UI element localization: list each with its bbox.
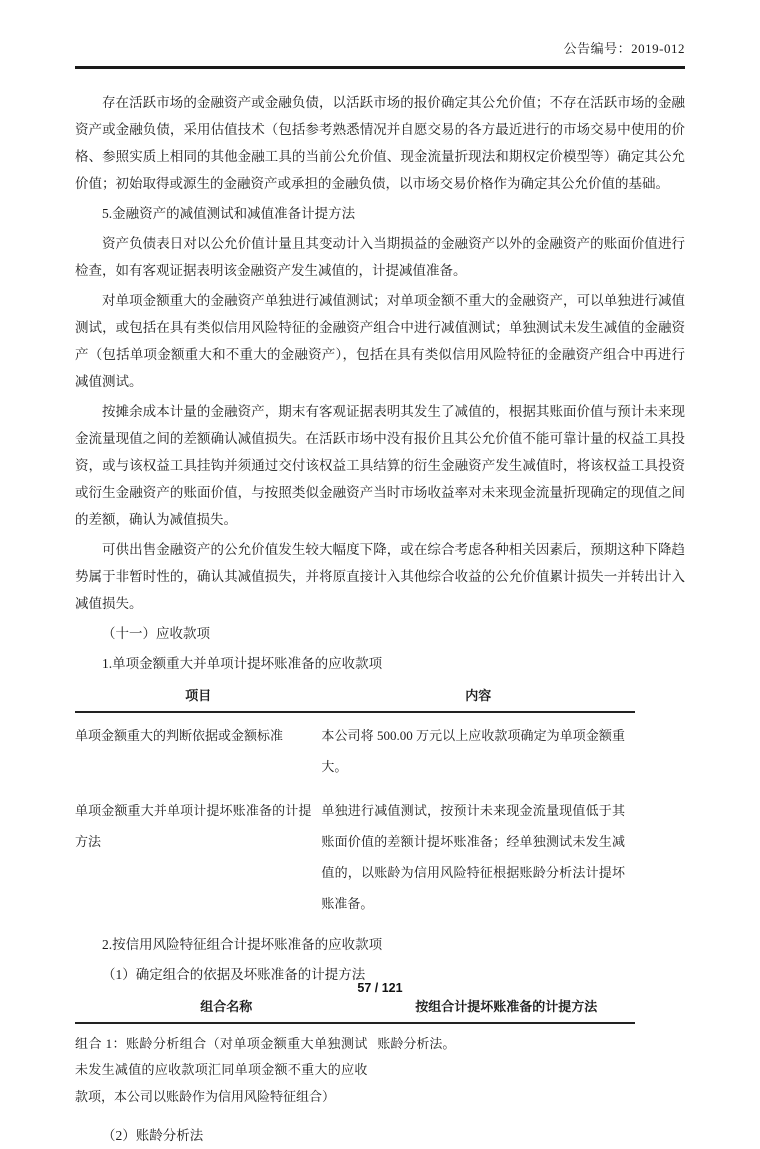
header-rule: [75, 66, 685, 69]
cell-group-method: 账龄分析法。: [377, 1035, 456, 1051]
heading-impairment: 5.金融资产的减值测试和减值准备计提方法: [102, 205, 356, 221]
table-row: [75, 712, 635, 788]
column-header-content: 内容: [321, 681, 635, 712]
table-individually-significant: [75, 681, 635, 925]
table-row: [75, 1023, 635, 1117]
heading-receivables-2-2: （2）账龄分析法: [102, 1128, 204, 1143]
page-number: 57 / 121: [357, 981, 403, 995]
paragraph-amortized-cost: 按摊余成本计量的金融资产，期末有客观证据表明其发生了减值的，根据其账面价值与预计未来现金流量现值之间的差额确认减值损失。在活跃市场中没有报价且其公允价值不能可靠计量的权益工具投资，或与该权益工具挂钩并须通过交付该权益工具结算的衍生金融资产发生减值时，将该权益工具投资或衍生金融资产的账面价值，与按照类似金融资产当时市场收益率对未来现金流量折现确定的现值之间的差额，确认为减值损失。: [75, 403, 685, 527]
table-row: [75, 788, 635, 925]
cell-criteria-value: 本公司将 500.00 万元以上应收款项确定为单项金额重大。: [321, 727, 625, 774]
table-header-row: [75, 992, 635, 1023]
paragraph-fair-value: 存在活跃市场的金融资产或金融负债，以活跃市场的报价确定其公允价值；不存在活跃市场的金融资产或金融负债，采用估值技术（包括参考熟悉情况并自愿交易的各方最近进行的市场交易中使用的价格、参照实质上相同的其他金融工具的当前公允价值、现金流量折现法和期权定价模型等）确定其公允价值；初始取得或源生的金融资产或承担的金融负债，以市场交易价格作为确定其公允价值的基础。: [75, 94, 685, 191]
cell-group-name: 组合 1：账龄分析组合（对单项金额重大单独测试未发生减值的应收款项汇同单项金额不重大的应收款项，本公司以账龄作为信用风险特征组合）: [75, 1035, 368, 1104]
announcement-number: 公告编号：2019-012: [563, 41, 685, 56]
table-header-row: [75, 681, 635, 712]
heading-receivables-1: 1.单项金额重大并单项计提坏账准备的应收款项: [102, 655, 383, 671]
paragraph-available-for-sale: 可供出售金融资产的公允价值发生较大幅度下降，或在综合考虑各种相关因素后，预期这种下降趋势属于非暂时性的，确认其减值损失，并将原直接计入其他综合收益的公允价值累计损失一并转出计入减值损失。: [75, 541, 685, 611]
column-header-item: 项目: [75, 681, 321, 712]
column-header-group-name: 组合名称: [75, 992, 377, 1023]
paragraph-balance-sheet: 资产负债表日对以公允价值计量且其变动计入当期损益的金融资产以外的金融资产的账面价值进行检查，如有客观证据表明该金融资产发生减值的，计提减值准备。: [75, 235, 685, 278]
cell-method-value: 单独进行减值测试，按预计未来现金流量现值低于其账面价值的差额计提坏账准备；经单独测试未发生减值的，以账龄为信用风险特征根据账龄分析法计提坏账准备。: [321, 802, 625, 911]
heading-receivables-2-1: （1）确定组合的依据及坏账准备的计提方法: [102, 966, 366, 982]
cell-criteria-label: 单项金额重大的判断依据或金额标准: [75, 727, 284, 743]
paragraph-individual-test: 对单项金额重大的金融资产单独进行减值测试；对单项金额不重大的金融资产，可以单独进行减值测试，或包括在具有类似信用风险特征的金融资产组合中进行减值测试；单独测试未发生减值的金融资产（包括单项金额重大和不重大的金融资产），包括在具有类似信用风险特征的金融资产组合中再进行减值测试。: [75, 292, 685, 389]
cell-method-label: 单项金额重大并单项计提坏账准备的计提方法: [75, 802, 312, 849]
column-header-group-method: 按组合计提坏账准备的计提方法: [377, 992, 635, 1023]
table-credit-risk-groups: [75, 992, 635, 1117]
heading-receivables-2: 2.按信用风险特征组合计提坏账准备的应收款项: [102, 936, 383, 952]
heading-receivables: （十一）应收款项: [102, 625, 210, 641]
